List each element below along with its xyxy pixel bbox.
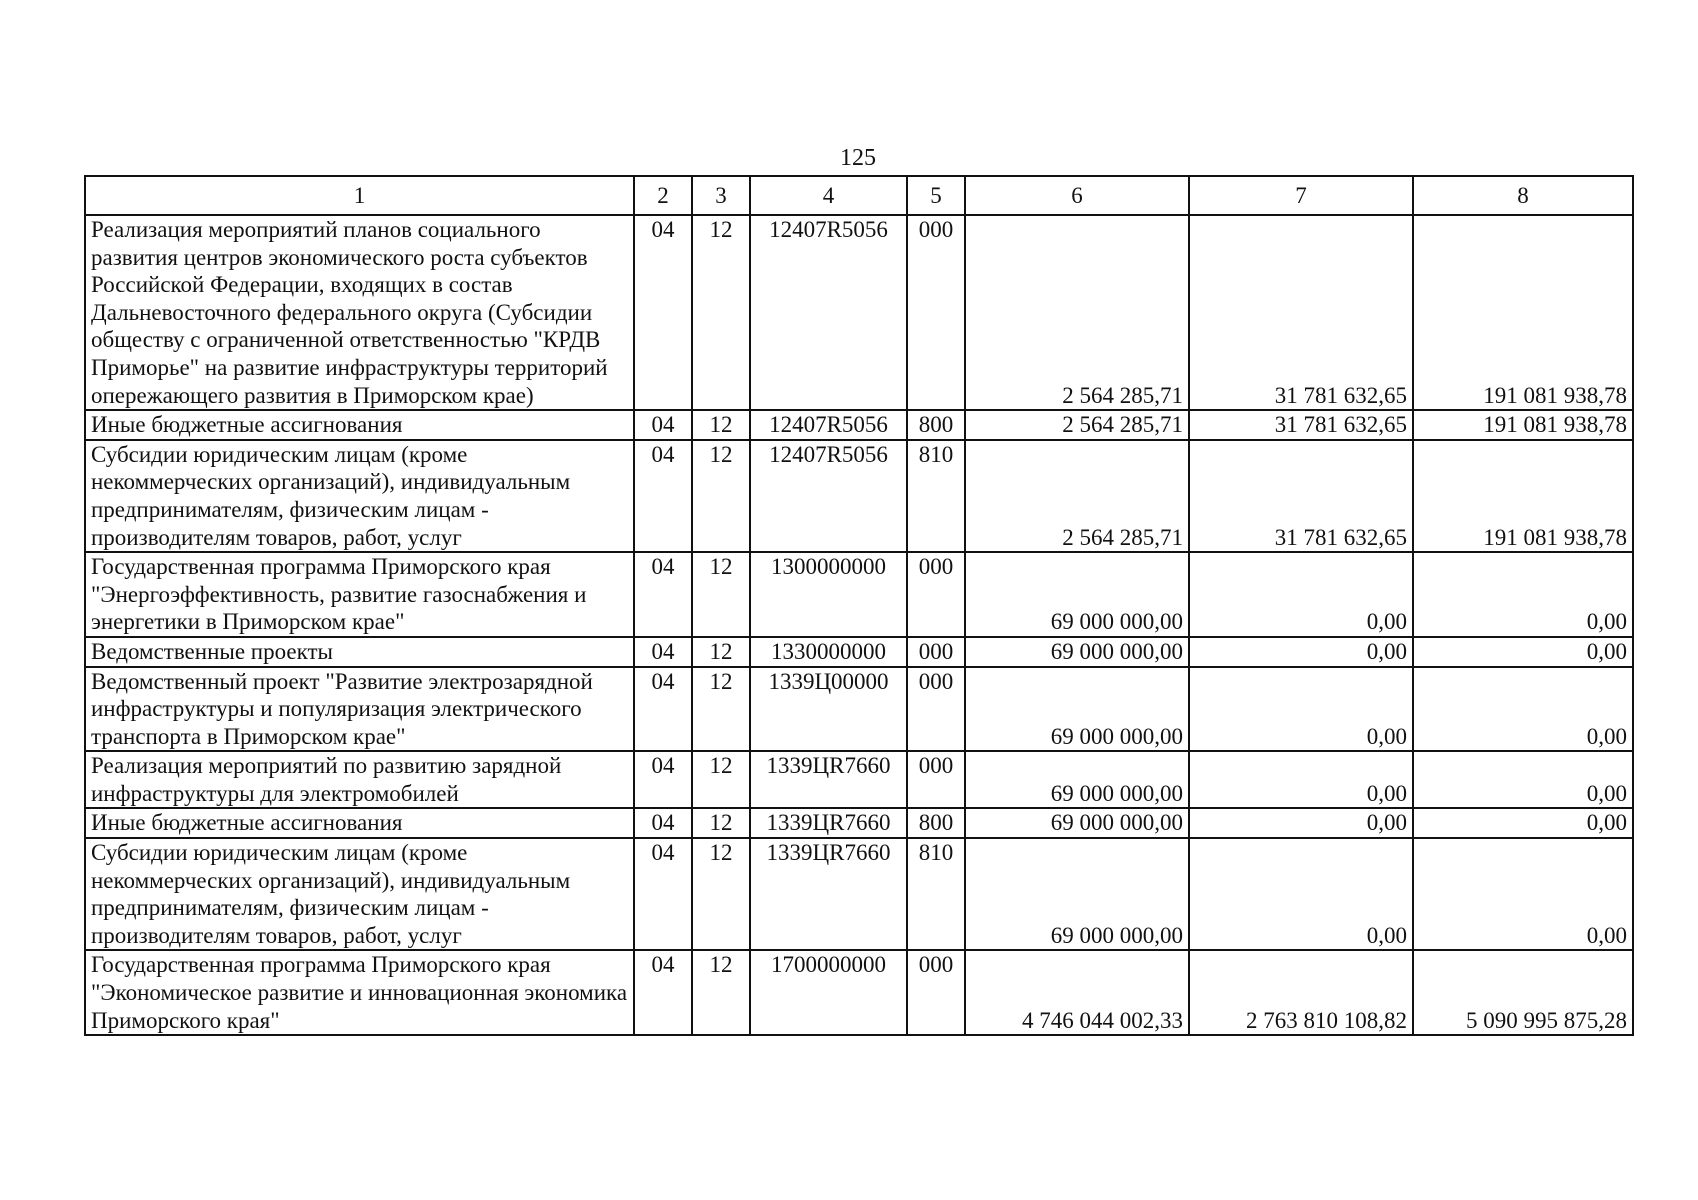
target-article-code: 1330000000 bbox=[750, 637, 907, 667]
amount-col-7: 0,00 bbox=[1189, 751, 1413, 808]
expense-type-code: 000 bbox=[907, 950, 965, 1035]
amount-col-7: 0,00 bbox=[1189, 808, 1413, 838]
expense-type-code: 800 bbox=[907, 808, 965, 838]
row-name: Субсидии юридическим лицам (кроме некоммерческих организаций), индивидуальным предпринимателям, физическим лицам - производителям товаров, работ, услуг bbox=[85, 838, 634, 950]
amount-col-6: 69 000 000,00 bbox=[965, 808, 1189, 838]
section-code: 04 bbox=[634, 838, 692, 950]
amount-col-7: 31 781 632,65 bbox=[1189, 215, 1413, 410]
row-name: Реализация мероприятий по развитию зарядной инфраструктуры для электромобилей bbox=[85, 751, 634, 808]
subsection-code: 12 bbox=[692, 637, 750, 667]
row-name: Ведомственный проект "Развитие электрозарядной инфраструктуры и популяризация электрического транспорта в Приморском крае" bbox=[85, 667, 634, 752]
row-name: Ведомственные проекты bbox=[85, 637, 634, 667]
subsection-code: 12 bbox=[692, 808, 750, 838]
column-header: 7 bbox=[1189, 176, 1413, 215]
target-article-code: 1339ЦR7660 bbox=[750, 808, 907, 838]
amount-col-8: 0,00 bbox=[1413, 838, 1633, 950]
subsection-code: 12 bbox=[692, 667, 750, 752]
subsection-code: 12 bbox=[692, 215, 750, 410]
expense-type-code: 810 bbox=[907, 440, 965, 552]
section-code: 04 bbox=[634, 440, 692, 552]
expense-type-code: 000 bbox=[907, 667, 965, 752]
subsection-code: 12 bbox=[692, 838, 750, 950]
amount-col-6: 69 000 000,00 bbox=[965, 838, 1189, 950]
section-code: 04 bbox=[634, 751, 692, 808]
table-row bbox=[85, 950, 1633, 1035]
table-row bbox=[85, 751, 1633, 808]
amount-col-8: 191 081 938,78 bbox=[1413, 410, 1633, 440]
amount-col-7: 31 781 632,65 bbox=[1189, 440, 1413, 552]
row-name: Иные бюджетные ассигнования bbox=[85, 410, 634, 440]
column-header: 6 bbox=[965, 176, 1189, 215]
amount-col-7: 0,00 bbox=[1189, 552, 1413, 637]
amount-col-6: 69 000 000,00 bbox=[965, 552, 1189, 637]
amount-col-8: 191 081 938,78 bbox=[1413, 440, 1633, 552]
subsection-code: 12 bbox=[692, 552, 750, 637]
target-article-code: 12407R5056 bbox=[750, 440, 907, 552]
subsection-code: 12 bbox=[692, 950, 750, 1035]
amount-col-6: 2 564 285,71 bbox=[965, 215, 1189, 410]
row-name: Реализация мероприятий планов социального развития центров экономического роста субъектов Российской Федерации, входящих в состав Дальневосточного федерального округа (Субсидии обществу с ограниченной ответственностью "КРДВ Приморье" на развитие инфраструктуры территорий опережающего развития в Приморском крае) bbox=[85, 215, 634, 410]
amount-col-7: 0,00 bbox=[1189, 637, 1413, 667]
target-article-code: 1300000000 bbox=[750, 552, 907, 637]
row-name: Субсидии юридическим лицам (кроме некоммерческих организаций), индивидуальным предпринимателям, физическим лицам - производителям товаров, работ, услуг bbox=[85, 440, 634, 552]
table-row bbox=[85, 440, 1633, 552]
amount-col-6: 2 564 285,71 bbox=[965, 410, 1189, 440]
amount-col-6: 2 564 285,71 bbox=[965, 440, 1189, 552]
table-row bbox=[85, 808, 1633, 838]
expense-type-code: 810 bbox=[907, 838, 965, 950]
page-number: 125 bbox=[840, 145, 876, 171]
amount-col-6: 69 000 000,00 bbox=[965, 667, 1189, 752]
column-header: 2 bbox=[634, 176, 692, 215]
amount-col-8: 5 090 995 875,28 bbox=[1413, 950, 1633, 1035]
section-code: 04 bbox=[634, 215, 692, 410]
section-code: 04 bbox=[634, 637, 692, 667]
section-code: 04 bbox=[634, 808, 692, 838]
amount-col-6: 69 000 000,00 bbox=[965, 751, 1189, 808]
amount-col-6: 69 000 000,00 bbox=[965, 637, 1189, 667]
subsection-code: 12 bbox=[692, 751, 750, 808]
target-article-code: 1339ЦR7660 bbox=[750, 838, 907, 950]
row-name: Государственная программа Приморского края "Экономическое развитие и инновационная экономика Приморского края" bbox=[85, 950, 634, 1035]
amount-col-8: 191 081 938,78 bbox=[1413, 215, 1633, 410]
expense-type-code: 000 bbox=[907, 751, 965, 808]
expense-type-code: 000 bbox=[907, 552, 965, 637]
target-article-code: 1339Ц00000 bbox=[750, 667, 907, 752]
table-row bbox=[85, 215, 1633, 410]
subsection-code: 12 bbox=[692, 440, 750, 552]
column-header: 1 bbox=[85, 176, 634, 215]
column-header: 4 bbox=[750, 176, 907, 215]
table-row bbox=[85, 637, 1633, 667]
target-article-code: 1700000000 bbox=[750, 950, 907, 1035]
subsection-code: 12 bbox=[692, 410, 750, 440]
table-row bbox=[85, 410, 1633, 440]
table-row bbox=[85, 838, 1633, 950]
column-header: 5 bbox=[907, 176, 965, 215]
column-header: 8 bbox=[1413, 176, 1633, 215]
amount-col-7: 2 763 810 108,82 bbox=[1189, 950, 1413, 1035]
amount-col-8: 0,00 bbox=[1413, 667, 1633, 752]
amount-col-6: 4 746 044 002,33 bbox=[965, 950, 1189, 1035]
expense-type-code: 000 bbox=[907, 215, 965, 410]
amount-col-8: 0,00 bbox=[1413, 637, 1633, 667]
target-article-code: 1339ЦR7660 bbox=[750, 751, 907, 808]
target-article-code: 12407R5056 bbox=[750, 215, 907, 410]
section-code: 04 bbox=[634, 552, 692, 637]
section-code: 04 bbox=[634, 667, 692, 752]
table-row bbox=[85, 667, 1633, 752]
amount-col-7: 0,00 bbox=[1189, 838, 1413, 950]
amount-col-8: 0,00 bbox=[1413, 808, 1633, 838]
header-row bbox=[85, 176, 1633, 215]
column-header: 3 bbox=[692, 176, 750, 215]
amount-col-7: 0,00 bbox=[1189, 667, 1413, 752]
section-code: 04 bbox=[634, 950, 692, 1035]
table-row bbox=[85, 552, 1633, 637]
amount-col-8: 0,00 bbox=[1413, 751, 1633, 808]
budget-table bbox=[84, 175, 1634, 1036]
row-name: Иные бюджетные ассигнования bbox=[85, 808, 634, 838]
target-article-code: 12407R5056 bbox=[750, 410, 907, 440]
section-code: 04 bbox=[634, 410, 692, 440]
amount-col-7: 31 781 632,65 bbox=[1189, 410, 1413, 440]
expense-type-code: 000 bbox=[907, 637, 965, 667]
amount-col-8: 0,00 bbox=[1413, 552, 1633, 637]
expense-type-code: 800 bbox=[907, 410, 965, 440]
row-name: Государственная программа Приморского края "Энергоэффективность, развитие газоснабжения и энергетики в Приморском крае" bbox=[85, 552, 634, 637]
